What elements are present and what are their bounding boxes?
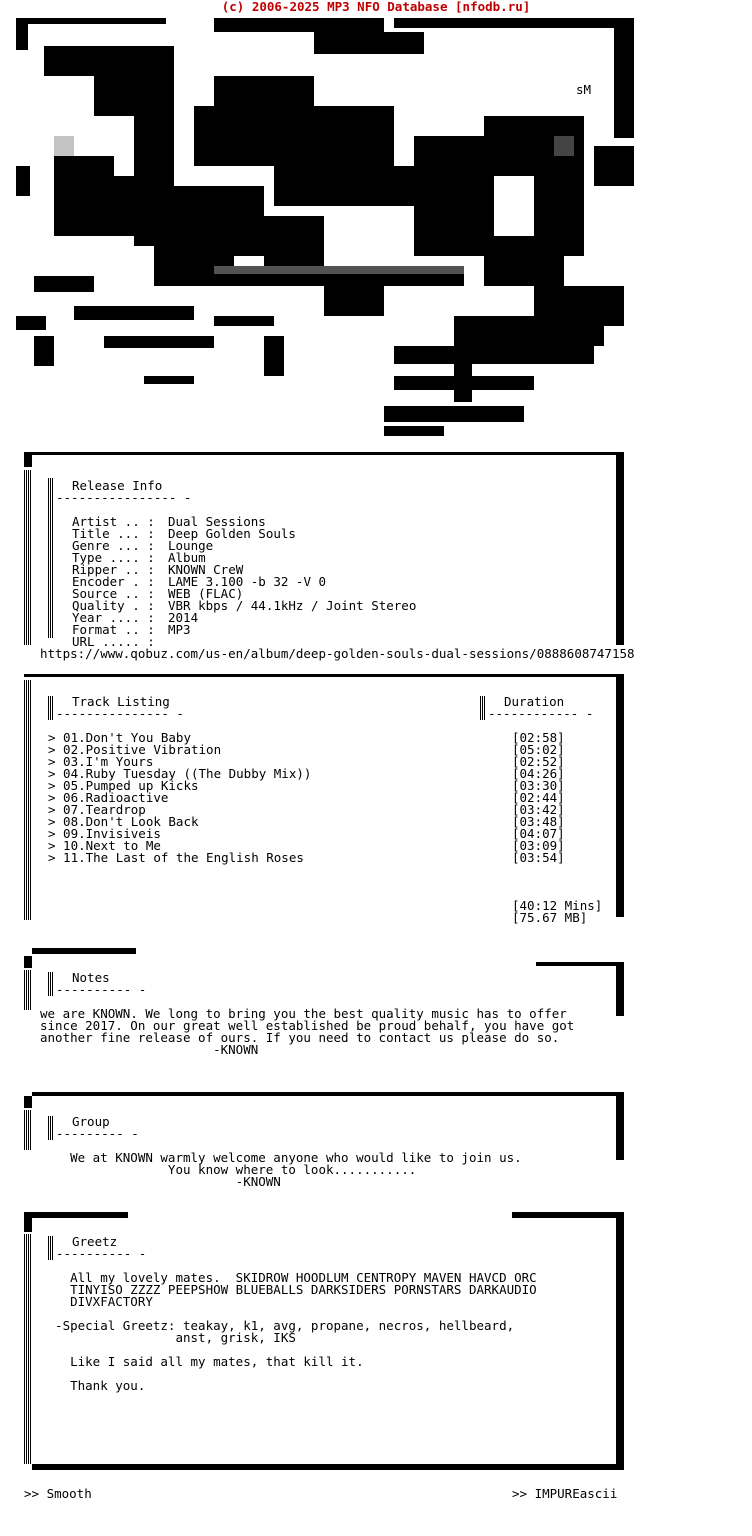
release-field-label: URL ..... : — [72, 634, 155, 649]
greetz-underline: ---------- - — [56, 1246, 147, 1261]
release-field-label: Title ... : — [72, 526, 155, 541]
notes-line: since 2017. On our great well established be proud behalf, you have got — [40, 1018, 575, 1033]
release-field-label: Source .. : — [72, 586, 155, 601]
release-field-label: Artist .. : — [72, 514, 155, 529]
track-title: > 02.Positive Vibration — [48, 742, 222, 757]
release-field-value: Dual Sessions — [168, 514, 266, 529]
notes-inner-shade — [48, 972, 54, 996]
track-duration: [02:52] — [512, 754, 565, 769]
tracks-inner-shade — [48, 696, 54, 720]
greetz-top-right-bar — [512, 1212, 624, 1218]
group-left-shade — [24, 1110, 32, 1150]
duration-inner-shade — [480, 696, 486, 720]
group-top-border — [32, 1092, 624, 1096]
track-title: > 07.Teardrop — [48, 802, 146, 817]
track-title: > 03.I'm Yours — [48, 754, 154, 769]
tracks-left-shade — [24, 680, 32, 920]
greetz-corner — [24, 1218, 32, 1232]
release-field-value: Lounge — [168, 538, 214, 553]
track-duration: [03:42] — [512, 802, 565, 817]
release-corner-left — [24, 455, 32, 467]
notes-underline: ---------- - — [56, 982, 147, 997]
release-field-label: Ripper .. : — [72, 562, 155, 577]
total-time: [40:12 Mins] — [512, 898, 603, 913]
release-underline: ---------------- - — [56, 490, 192, 505]
release-field-label: Genre ... : — [72, 538, 155, 553]
release-heading: Release Info — [72, 478, 163, 493]
group-right-border — [616, 1096, 624, 1160]
release-field-label: Year .... : — [72, 610, 155, 625]
group-inner-shade — [48, 1116, 54, 1140]
release-field-label: Quality . : — [72, 598, 155, 613]
greetz-inner-shade — [48, 1236, 54, 1260]
track-duration: [03:54] — [512, 850, 565, 865]
group-line: We at KNOWN warmly welcome anyone who would like to join us. — [40, 1150, 522, 1165]
release-field-value: LAME 3.100 -b 32 -V 0 — [168, 574, 327, 589]
greetz-left-shade — [24, 1234, 32, 1464]
release-field-value: WEB (FLAC) — [168, 586, 244, 601]
notes-top-right-bar — [536, 962, 624, 966]
greetz-line: anst, grisk, IKS — [40, 1330, 296, 1345]
greetz-top-left-bar — [24, 1212, 128, 1218]
notes-heading: Notes — [72, 970, 110, 985]
track-duration: [03:48] — [512, 814, 565, 829]
greetz-heading: Greetz — [72, 1234, 118, 1249]
release-url[interactable]: https://www.qobuz.com/us-en/album/deep-golden-souls-dual-sessions/0888608747158 — [40, 646, 635, 661]
greetz-line: TINYISO ZZZZ PEEPSHOW BLUEBALLS DARKSIDERS PORNSTARS DARKAUDIO — [40, 1282, 537, 1297]
notes-top-left-bar — [32, 948, 136, 954]
greetz-right-border — [616, 1218, 624, 1470]
notes-line: another fine release of ours. If you need to contact us please do so. — [40, 1030, 560, 1045]
release-field-label: Format .. : — [72, 622, 155, 637]
release-field-value: KNOWN CreW — [168, 562, 244, 577]
track-title: > 06.Radioactive — [48, 790, 169, 805]
release-field-value: MP3 — [168, 622, 191, 637]
notes-line: -KNOWN — [40, 1042, 259, 1057]
notes-corner — [24, 956, 32, 968]
group-heading: Group — [72, 1114, 110, 1129]
track-duration: [04:07] — [512, 826, 565, 841]
release-top-border — [24, 452, 624, 455]
greetz-line: All my lovely mates. SKIDROW HOODLUM CENTROPY MAVEN HAVCD ORC — [40, 1270, 537, 1285]
notes-right-border — [616, 966, 624, 1016]
greetz-line: -Special Greetz: teakay, k1, avg, propane, necros, hellbeard, — [40, 1318, 515, 1333]
notes-line: we are KNOWN. We long to bring you the best quality music has to offer — [40, 1006, 567, 1021]
duration-heading: Duration — [504, 694, 565, 709]
release-field-value: 2014 — [168, 610, 199, 625]
footer-right-credit: >> IMPUREascii — [512, 1486, 618, 1501]
group-underline: --------- - — [56, 1126, 139, 1141]
track-duration: [05:02] — [512, 742, 565, 757]
tracks-right-border — [616, 677, 624, 917]
track-duration: [02:58] — [512, 730, 565, 745]
tracks-top-border — [24, 674, 624, 677]
track-duration: [04:26] — [512, 766, 565, 781]
group-line: You know where to look........... — [40, 1162, 417, 1177]
track-title: > 10.Next to Me — [48, 838, 161, 853]
track-title: > 05.Pumped up Kicks — [48, 778, 199, 793]
tracks-heading: Track Listing — [72, 694, 170, 709]
track-title: > 11.The Last of the English Roses — [48, 850, 304, 865]
release-left-shade — [24, 470, 32, 645]
track-title: > 08.Don't Look Back — [48, 814, 199, 829]
tracks-underline: --------------- - — [56, 706, 184, 721]
release-field-label: Encoder . : — [72, 574, 155, 589]
track-duration: [03:30] — [512, 778, 565, 793]
logo-tag: sM — [576, 82, 592, 97]
group-line: -KNOWN — [40, 1174, 281, 1189]
greetz-bottom-border — [32, 1464, 624, 1470]
total-size: [75.67 MB] — [512, 910, 588, 925]
greetz-line: Thank you. — [40, 1378, 146, 1393]
release-field-value: Deep Golden Souls — [168, 526, 296, 541]
duration-underline: ------------ - — [488, 706, 594, 721]
release-field-value: Album — [168, 550, 206, 565]
greetz-line: DIVXFACTORY — [40, 1294, 153, 1309]
track-duration: [02:44] — [512, 790, 565, 805]
track-duration: [03:09] — [512, 838, 565, 853]
track-title: > 09.Invisiveis — [48, 826, 161, 841]
track-title: > 01.Don't You Baby — [48, 730, 191, 745]
release-right-border — [616, 455, 624, 645]
ascii-logo — [14, 16, 642, 444]
release-field-label: Type .... : — [72, 550, 155, 565]
release-inner-shade — [48, 478, 54, 638]
table-row — [48, 852, 608, 864]
group-corner — [24, 1096, 32, 1108]
notes-left-shade — [24, 970, 32, 1010]
track-title: > 04.Ruby Tuesday ((The Dubby Mix)) — [48, 766, 312, 781]
nfodb-credit: (c) 2006-2025 MP3 NFO Database [nfodb.ru] — [221, 0, 531, 14]
greetz-line: Like I said all my mates, that kill it. — [40, 1354, 364, 1369]
release-field-value: VBR kbps / 44.1kHz / Joint Stereo — [168, 598, 417, 613]
footer-left-credit: >> Smooth — [24, 1486, 92, 1501]
